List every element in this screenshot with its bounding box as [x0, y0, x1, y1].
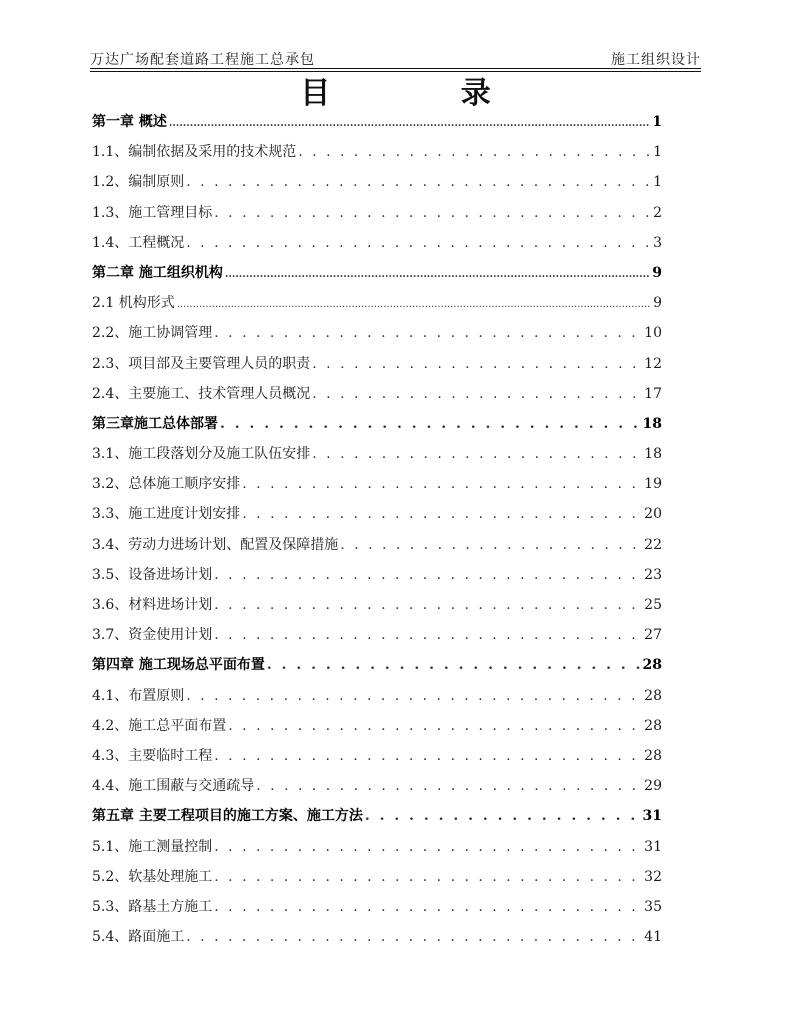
toc-entry-label: 3.6、材料进场计划 [92, 597, 213, 613]
toc-section-entry[interactable] [92, 499, 662, 529]
header-project-title: 万达广场配套道路工程施工总承包 [90, 52, 315, 68]
toc-dot-leader [228, 711, 642, 741]
toc-entry-page-number: 2 [653, 204, 662, 221]
toc-entry-label: 2.2、施工协调管理 [92, 325, 213, 342]
toc-entry-label: 4.3、主要临时工程 [92, 747, 213, 764]
page-header [90, 47, 701, 69]
toc-dot-leader [365, 801, 641, 831]
toc-entry-label: 3.4、劳动力进场计划、配置及保障措施 [92, 536, 339, 553]
toc-title: 目 录 [300, 76, 551, 111]
toc-entry-label: 5.1、施工测量控制 [92, 838, 213, 855]
toc-section-entry[interactable] [92, 530, 662, 560]
toc-chapter-entry[interactable] [92, 409, 662, 439]
toc-dot-leader [214, 198, 651, 228]
toc-entry-label: 4.2、施工总平面布置 [92, 717, 227, 734]
toc-entry-page-number: 3 [653, 234, 662, 251]
toc-entry-label: 第五章 主要工程项目的施工方案、施工方法 [92, 808, 363, 825]
toc-dot-leader [214, 560, 642, 590]
toc-entry-page-number: 9 [653, 295, 662, 312]
toc-dot-leader [186, 228, 651, 258]
toc-dot-leader [225, 260, 650, 288]
toc-entry-label: 5.4、路面施工 [92, 929, 185, 946]
toc-chapter-entry[interactable] [92, 650, 662, 680]
toc-dot-leader [242, 469, 642, 499]
toc-entry-label: 4.4、施工围蔽与交通疏导 [92, 778, 255, 795]
toc-entry-label: 2.3、项目部及主要管理人员的职责 [92, 355, 311, 372]
toc-chapter-entry[interactable] [92, 107, 662, 137]
toc-section-entry[interactable] [92, 892, 662, 922]
toc-entry-label: 5.2、软基处理施工 [92, 868, 213, 885]
toc-section-entry[interactable] [92, 711, 662, 741]
toc-entry-page-number: 32 [644, 868, 662, 885]
toc-entry-label: 第四章 施工现场总平面布置 [92, 657, 265, 674]
toc-section-entry[interactable] [92, 349, 662, 379]
toc-entry-page-number: 28 [644, 747, 662, 764]
toc-dot-leader [220, 409, 641, 439]
header-document-type: 施工组织设计 [611, 52, 701, 68]
header-rule-thick [90, 68, 701, 69]
toc-entry-page-number: 28 [644, 687, 662, 704]
toc-section-entry[interactable] [92, 318, 662, 348]
toc-section-entry[interactable] [92, 922, 662, 952]
toc-entry-page-number: 9 [652, 264, 662, 281]
toc-entry-page-number: 10 [644, 325, 662, 342]
toc-entry-label: 4.1、布置原则 [92, 687, 185, 704]
toc-entry-page-number: 12 [644, 355, 662, 372]
toc-section-entry[interactable] [92, 288, 662, 318]
toc-dot-leader [312, 439, 642, 469]
toc-section-entry[interactable] [92, 832, 662, 862]
toc-entry-page-number: 1 [652, 114, 662, 130]
toc-entry-label: 1.1、编制依据及采用的技术规范 [92, 144, 297, 161]
toc-dot-leader [214, 862, 642, 892]
toc-entry-page-number: 25 [644, 597, 662, 613]
toc-entry-page-number: 19 [644, 476, 662, 493]
toc-entry-page-number: 1 [653, 174, 662, 191]
toc-dot-leader [214, 590, 642, 620]
toc-section-entry[interactable] [92, 167, 662, 197]
table-of-contents [92, 107, 662, 952]
toc-entry-page-number: 18 [644, 446, 662, 463]
toc-entry-page-number: 17 [644, 385, 662, 402]
toc-dot-leader [177, 290, 651, 318]
toc-section-entry[interactable] [92, 228, 662, 258]
toc-entry-page-number: 31 [642, 808, 662, 825]
toc-section-entry[interactable] [92, 771, 662, 801]
toc-dot-leader [186, 922, 642, 952]
toc-entry-label: 1.4、工程概况 [92, 234, 185, 251]
toc-section-entry[interactable] [92, 137, 662, 167]
toc-entry-label: 3.5、设备进场计划 [92, 566, 213, 583]
toc-entry-page-number: 41 [644, 929, 662, 946]
toc-entry-page-number: 31 [644, 838, 662, 855]
toc-section-entry[interactable] [92, 590, 662, 620]
toc-dot-leader [214, 832, 642, 862]
toc-dot-leader [186, 167, 651, 197]
toc-entry-page-number: 23 [644, 566, 662, 583]
toc-entry-label: 3.7、资金使用计划 [92, 627, 213, 644]
toc-dot-leader [267, 650, 641, 680]
toc-entry-page-number: 18 [642, 415, 662, 432]
toc-entry-label: 第三章施工总体部署 [92, 415, 218, 432]
toc-dot-leader [312, 379, 642, 409]
toc-section-entry[interactable] [92, 741, 662, 771]
toc-entry-label: 1.2、编制原则 [92, 174, 185, 191]
toc-entry-page-number: 22 [644, 536, 662, 553]
toc-entry-label: 5.3、路基土方施工 [92, 898, 213, 915]
toc-chapter-entry[interactable] [92, 258, 662, 288]
toc-dot-leader [312, 349, 642, 379]
toc-entry-label: 2.4、主要施工、技术管理人员概况 [92, 385, 311, 402]
toc-entry-page-number: 28 [644, 717, 662, 734]
toc-entry-page-number: 29 [644, 778, 662, 795]
toc-dot-leader [186, 681, 642, 711]
toc-entry-page-number: 20 [644, 506, 662, 523]
toc-entry-label: 第一章 概述 [92, 114, 167, 130]
toc-dot-leader [169, 109, 650, 137]
toc-entry-label: 1.3、施工管理目标 [92, 204, 213, 221]
toc-entry-label: 3.1、施工段落划分及施工队伍安排 [92, 446, 311, 463]
toc-dot-leader [214, 318, 642, 348]
toc-entry-page-number: 28 [642, 657, 662, 674]
toc-chapter-entry[interactable] [92, 801, 662, 831]
toc-section-entry[interactable] [92, 862, 662, 892]
toc-section-entry[interactable] [92, 681, 662, 711]
toc-entry-page-number: 27 [644, 627, 662, 644]
toc-section-entry[interactable] [92, 439, 662, 469]
toc-section-entry[interactable] [92, 620, 662, 650]
toc-dot-leader [242, 499, 642, 529]
toc-dot-leader [214, 620, 642, 650]
toc-section-entry[interactable] [92, 560, 662, 590]
toc-entry-label: 3.3、施工进度计划安排 [92, 506, 241, 523]
toc-entry-page-number: 1 [653, 144, 662, 161]
header-rule-thin [90, 71, 701, 72]
toc-dot-leader [340, 530, 642, 560]
toc-dot-leader [214, 892, 642, 922]
toc-dot-leader [298, 137, 651, 167]
toc-dot-leader [214, 741, 642, 771]
toc-section-entry[interactable] [92, 379, 662, 409]
toc-section-entry[interactable] [92, 198, 662, 228]
toc-dot-leader [256, 771, 642, 801]
toc-entry-label: 2.1 机构形式 [92, 295, 175, 312]
toc-section-entry[interactable] [92, 469, 662, 499]
toc-entry-label: 3.2、总体施工顺序安排 [92, 476, 241, 493]
toc-entry-label: 第二章 施工组织机构 [92, 264, 223, 281]
toc-entry-page-number: 35 [644, 898, 662, 915]
